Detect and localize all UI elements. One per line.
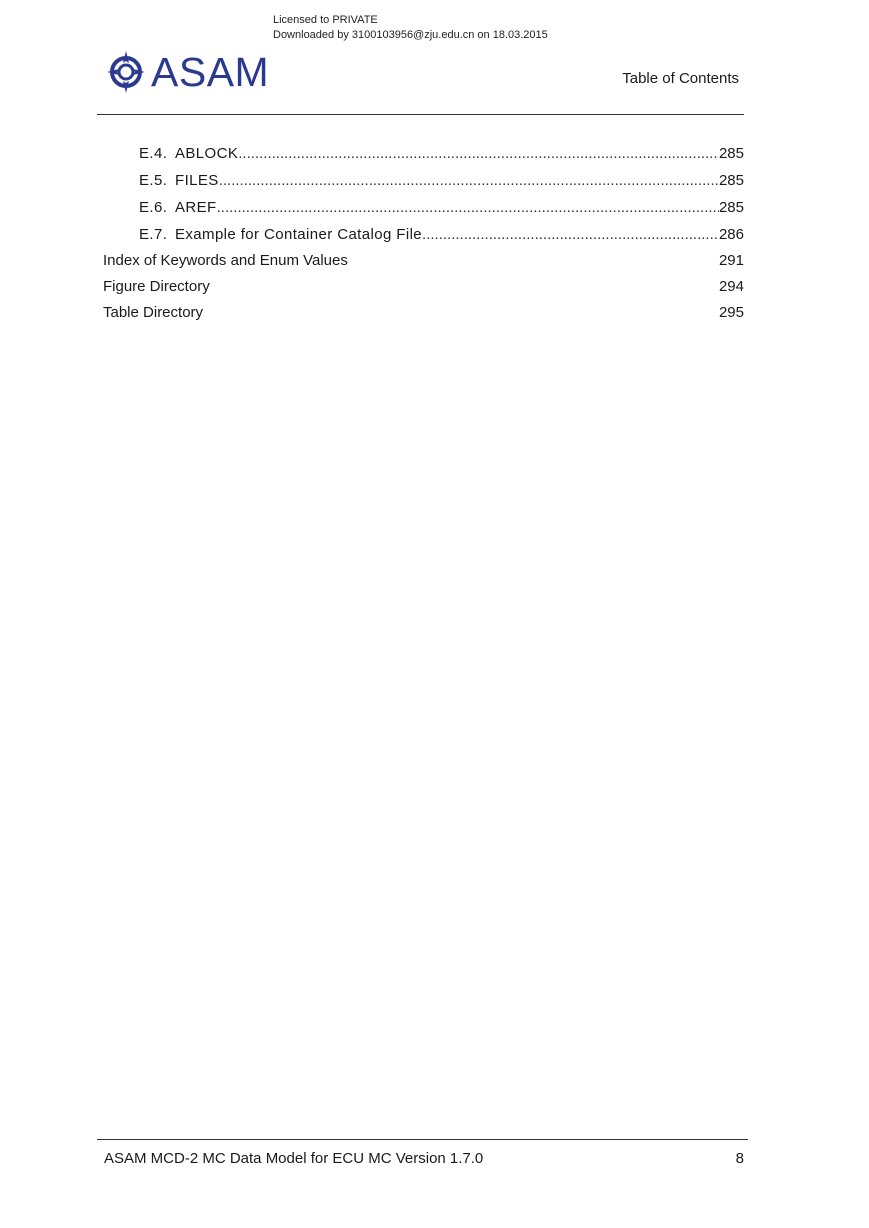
toc-entry-number: E.6. [139, 199, 168, 216]
toc-entry-page: 295 [718, 304, 744, 321]
toc-entry-number: E.5. [139, 172, 168, 189]
toc-entry-title: ABLOCK [175, 145, 239, 162]
toc-entry-page: 294 [718, 278, 744, 295]
toc-entry-title: Table Directory [103, 304, 204, 321]
toc-entry-page: 291 [718, 252, 744, 269]
dot-leader [219, 167, 719, 194]
asam-logo [107, 51, 269, 93]
dot-leader [238, 140, 719, 167]
toc-entry-table-directory[interactable] [103, 300, 744, 326]
dot-leader [422, 221, 719, 248]
toc-entry-page: 285 [718, 172, 744, 189]
toc-entry-title: FILES [175, 172, 219, 189]
license-line: Licensed to PRIVATE [273, 14, 378, 26]
license-notice [273, 13, 548, 43]
toc-entry-index[interactable] [103, 248, 744, 274]
asam-emblem-icon [107, 51, 145, 93]
toc-entry-title: Example for Container Catalog File [175, 226, 423, 243]
toc-entry-title: AREF [175, 199, 217, 216]
page-header-title: Table of Contents [622, 70, 739, 87]
toc-entry-figure-directory[interactable] [103, 274, 744, 300]
toc-entry-page: 285 [718, 199, 744, 216]
table-of-contents [103, 140, 744, 326]
toc-entry-number: E.7. [139, 226, 168, 243]
toc-entry-e4[interactable] [139, 140, 744, 167]
dot-leader [217, 194, 719, 221]
download-line: Downloaded by 3100103956@zju.edu.cn on 18.03.2015 [273, 29, 548, 41]
toc-entry-page: 286 [718, 226, 744, 243]
footer-divider [97, 1139, 748, 1140]
toc-entry-e5[interactable] [139, 167, 744, 194]
header-divider [97, 114, 744, 115]
footer-document-title: ASAM MCD-2 MC Data Model for ECU MC Version 1.7.0 [104, 1150, 484, 1167]
toc-entry-number: E.4. [139, 145, 168, 162]
toc-entry-e6[interactable] [139, 194, 744, 221]
toc-entry-e7[interactable] [139, 221, 744, 248]
logo-wordmark: ASAM [151, 49, 270, 95]
toc-entry-title: Figure Directory [103, 278, 210, 295]
footer-page-number: 8 [735, 1150, 744, 1167]
toc-entry-page: 285 [718, 145, 744, 162]
toc-entry-title: Index of Keywords and Enum Values [103, 252, 348, 269]
